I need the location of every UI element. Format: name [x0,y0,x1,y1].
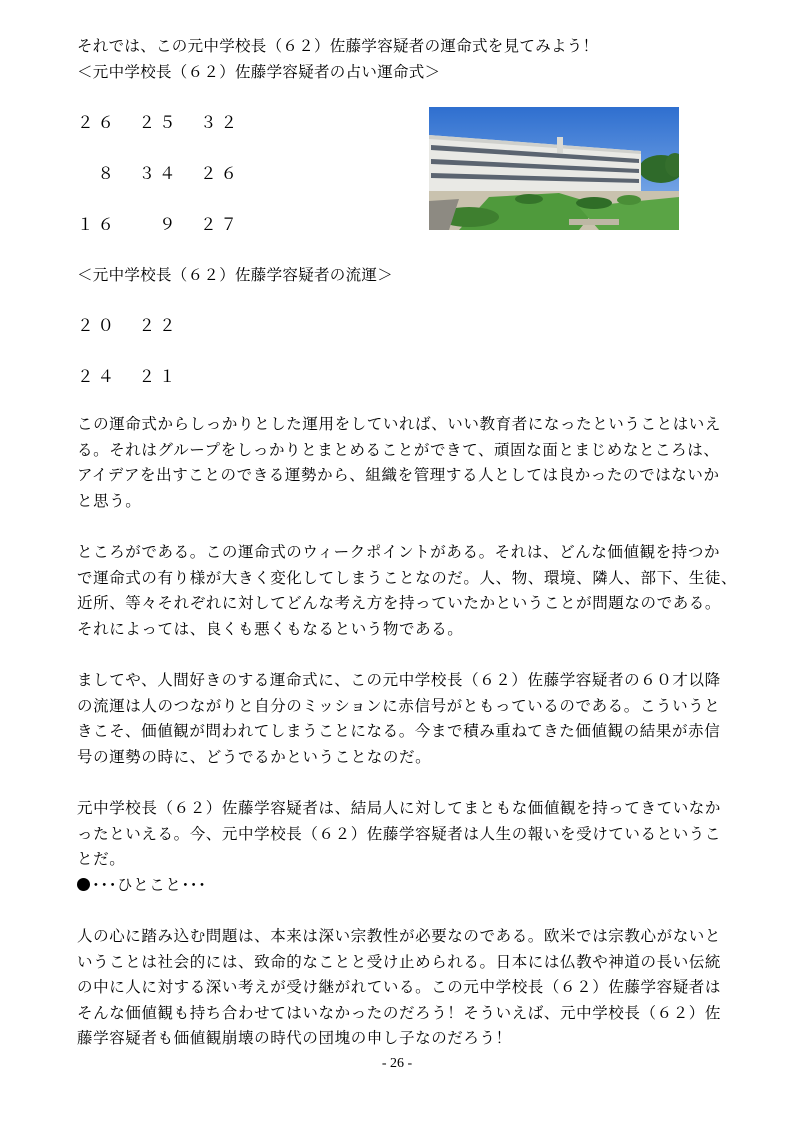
paragraph-line: 藤学容疑者も価値観崩壊の時代の団塊の申し子なのだろう！ [77,1029,512,1047]
paragraph-line: で運命式の有り様が大きく変化してしまうことなのだ。人、物、環境、隣人、部下、生徒、 [77,568,738,587]
ryuun-row-2: ２４ ２１ [77,367,180,386]
intro-line-1: それでは、この元中学校長（６２）佐藤学容疑者の運命式を見てみよう！ [77,37,599,55]
unmeishiki-row-1: ２６ ２５ ３２ [77,113,241,132]
hitokoto-line [77,873,727,899]
paragraph-4 [77,796,727,898]
school-building-image [429,107,679,230]
paragraph-line: と思う。 [77,491,142,510]
paragraph-3 [77,668,727,770]
paragraph-line: ましてや、人間好きのする運命式に、この元中学校長（６２）佐藤学容疑者の６０才以降 [77,671,721,689]
paragraph-line: ところがである。この運命式のウィークポイントがある。それは、どんな価値観を持つか [77,543,721,561]
unmeishiki-row-2: ８ ３４ ２６ [77,164,241,183]
paragraph-line: いうことは社会的には、致命的なことと受け止められる。日本には仏教や神道の長い伝統 [77,952,722,971]
paragraph-5 [77,924,727,1052]
hitokoto-label: ･･･ひとこと･･･ [92,875,207,894]
paragraph-line: 人の心に踏み込む問題は、本来は深い宗教性が必要なのである。欧米では宗教心がないと [77,927,722,945]
paragraph-1 [77,412,727,514]
page-number: - 26 - [381,1056,413,1071]
unmeishiki-row-3: １６ ９ ２７ [77,215,241,234]
unmeishiki-heading: ＜元中学校長（６２）佐藤学容疑者の占い運命式＞ [77,63,441,81]
paragraph-line: る。それはグループをしっかりとまとめることができて、頑固な面とまじめなところは、 [77,440,720,459]
paragraph-line: とだ。 [77,850,126,868]
paragraph-2 [77,540,738,642]
black-circle-bullet-icon [77,878,90,891]
paragraph-line: 号の運勢の時に、どうでるかということなのだ。 [77,747,432,766]
paragraph-line: そんな価値観も持ち合わせてはいなかったのだろう！そういえば、元中学校長（６２）佐 [77,1003,722,1022]
paragraph-line: それによっては、良くも悪くもなるという物である。 [77,619,464,638]
ryuun-row-1: ２０ ２２ [77,316,180,335]
paragraph-line: この運命式からしっかりとした運用をしていれば、いい教育者になったということはいえ [77,415,722,433]
paragraph-line: きこそ、価値観が問われてしまうことになる。今まで積み重ねてきた価値観の結果が赤信 [77,722,721,740]
paragraph-line: 元中学校長（６２）佐藤学容疑者は、結局人に対してまともな価値観を持ってきていなか [77,799,722,817]
paragraph-line: アイデアを出すことのできる運勢から、組織を管理する人としては良かったのではないか [77,466,720,484]
paragraph-line: 近所、等々それぞれに対してどんな考え方を持っていたかということが問題なのである。 [77,594,722,612]
ryuun-heading: ＜元中学校長（６２）佐藤学容疑者の流運＞ [77,266,394,284]
paragraph-line: ったといえる。今、元中学校長（６２）佐藤学容疑者は人生の報いを受けているというこ [77,824,722,843]
paragraph-line: の中に人に対する深い考えが受け継がれている。この元中学校長（６２）佐藤学容疑者は [77,978,722,996]
paragraph-line: の流運は人のつながりと自分のミッションに赤信号がともっているのである。こういうと [77,696,721,715]
school-photo [429,107,679,230]
